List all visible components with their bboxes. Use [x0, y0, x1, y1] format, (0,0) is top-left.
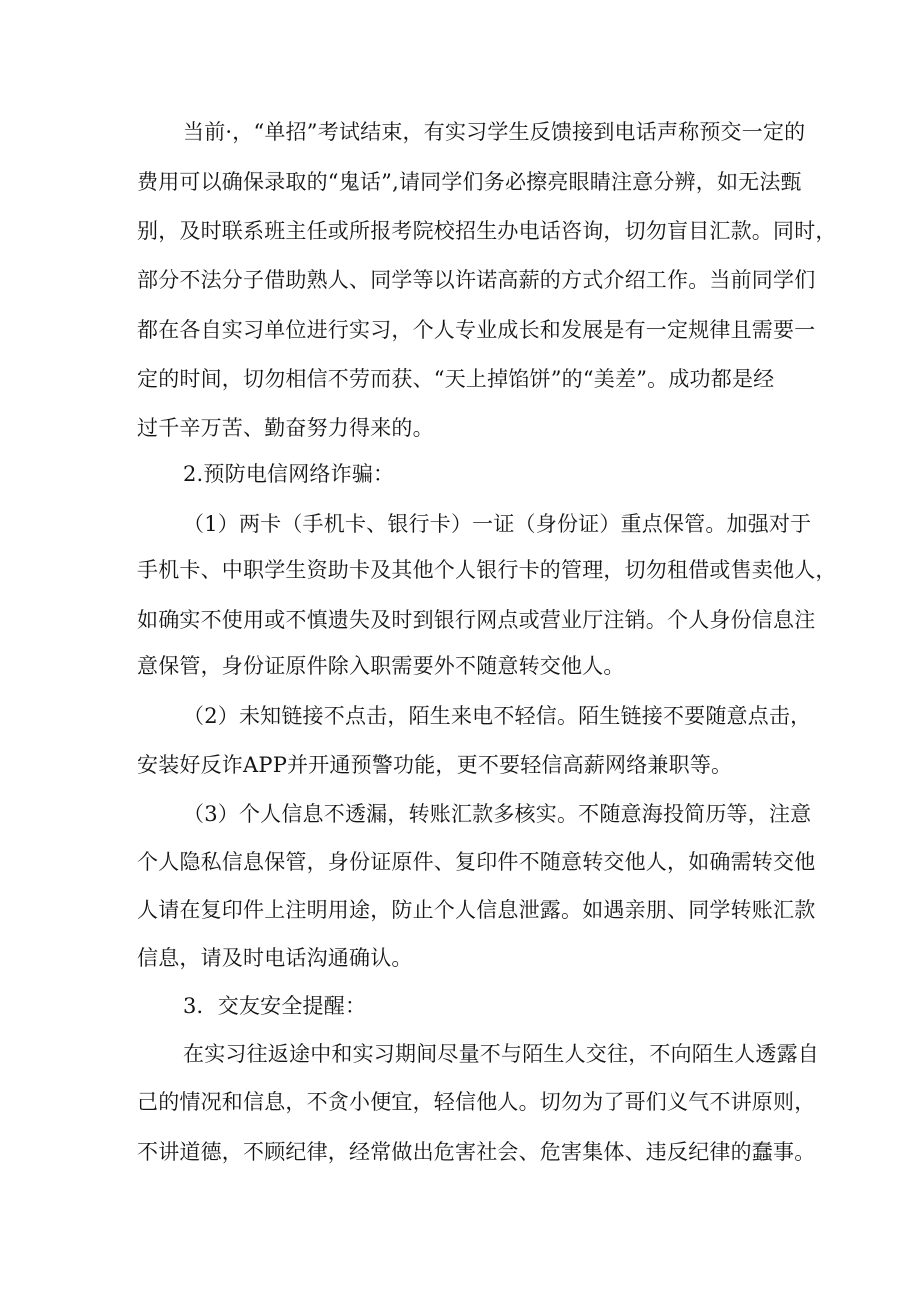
text-line: 过千辛万苦、勤奋努力得来的。	[137, 416, 434, 440]
text-line: 个人隐私信息保管，身份证原件、复印件不随意转交他人，如确需转交他	[137, 850, 816, 874]
section-heading: 2.预防电信网络诈骗：	[183, 462, 395, 486]
text-line: 意保管，身份证原件除入职需要外不随意转交他人。	[137, 654, 625, 678]
text-line: 如确实不使用或不慎遗失及时到银行网点或营业厅注销。个人身份信息注	[137, 608, 816, 632]
section-heading: 3．交友安全提醒：	[183, 994, 367, 1018]
text-line: 不讲道德，不顾纪律，经常做出危害社会、危害集体、违反纪律的蠢事。	[137, 1140, 816, 1164]
text-line: 别，及时联系班主任或所报考院校招生办电话咨询，切勿盲目汇款。同时，	[137, 219, 837, 243]
text-line: 信息，请及时电话沟通确认。	[137, 946, 413, 970]
text-line: 在实习往返途中和实习期间尽量不与陌生人交往，不向陌生人透露自	[183, 1042, 819, 1066]
text-line: 手机卡、中职学生资助卡及其他个人银行卡的管理，切勿租借或售卖他人，	[137, 558, 837, 582]
text-line: 都在各自实习单位进行实习，个人专业成长和发展是有一定规律且需要一	[137, 318, 816, 342]
text-line: （3）个人信息不透漏，转账汇款多核实。不随意海投简历等，注意	[183, 802, 812, 826]
text-line: 部分不法分子借助熟人、同学等以许诺高薪的方式介绍工作。当前同学们	[137, 268, 816, 292]
text-line: 定的时间，切勿相信不劳而获、“天上掉馅饼”的“美差”。成功都是经	[137, 367, 775, 391]
text-line: 安装好反诈APP并开通预警功能，更不要轻信高薪网络兼职等。	[137, 753, 733, 777]
text-line: （2）未知链接不点击，陌生来电不轻信。陌生链接不要随意点击，	[183, 704, 812, 728]
text-line: 费用可以确保录取的“鬼话”,请同学们务必擦亮眼睛注意分辨，如无法甄	[137, 170, 802, 194]
text-line: （1）两卡（手机卡、银行卡）一证（身份证）重点保管。加强对于	[183, 512, 812, 536]
text-line: 己的情况和信息，不贪小便宜，轻信他人。切勿为了哥们义气不讲原则，	[137, 1090, 816, 1114]
text-line: 当前·，“单招”考试结束，有实习学生反馈接到电话声称预交一定的	[183, 120, 806, 144]
text-line: 人请在复印件上注明用途，防止个人信息泄露。如遇亲朋、同学转账汇款	[137, 898, 816, 922]
